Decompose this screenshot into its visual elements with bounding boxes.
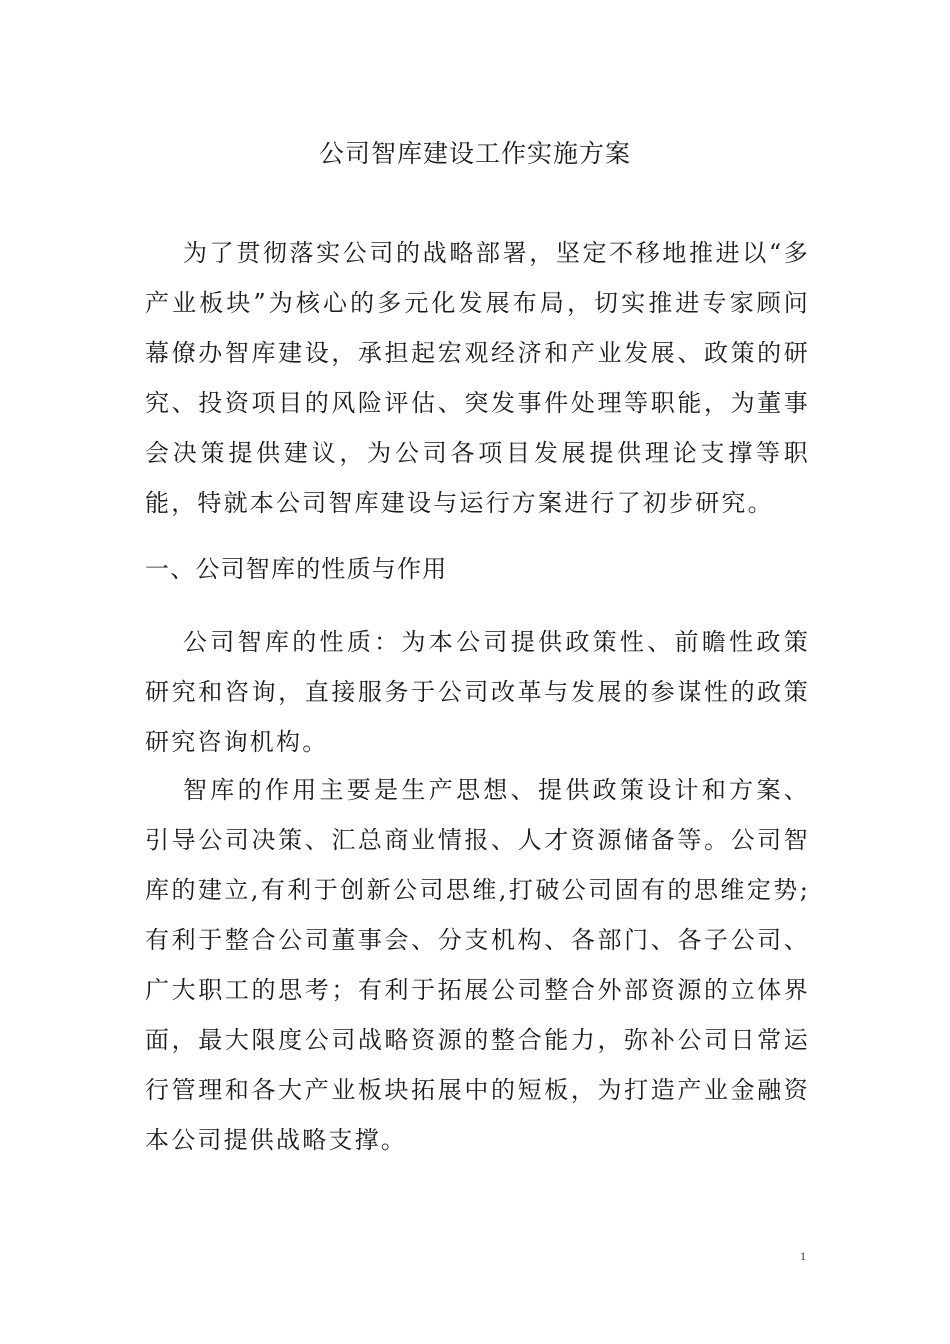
page-number: 1: [800, 1249, 806, 1263]
section-paragraph-role: 智库的作用主要是生产思想、提供政策设计和方案、引导公司决策、汇总商业情报、人才资源储备等。公司智库的建立,有利于创新公司思维,打破公司固有的思维定势;有利于整合公司董事会、分支机构、各部门、各子公司、广大职工的思考；有利于拓展公司整合外部资源的立体界面，最大限度公司战略资源的整合能力，弥补公司日常运行管理和各大产业板块拓展中的短板，为打造产业金融资本公司提供战略支撑。: [145, 776, 810, 1154]
intro-paragraph: 为了贯彻落实公司的战略部署，坚定不移地推进以“多产业板块”为核心的多元化发展布局，切实推进专家顾问幕僚办智库建设，承担起宏观经济和产业发展、政策的研究、投资项目的风险评估、突发事件处理等职能，为董事会决策提供建议，为公司各项目发展提供理论支撑等职能，特就本公司智库建设与运行方案进行了初步研究。: [145, 239, 810, 517]
section-paragraph-nature: 公司智库的性质：为本公司提供政策性、前瞻性政策研究和咨询，直接服务于公司改革与发展的参谋性的政策研究咨询机构。: [145, 628, 810, 756]
document-title: 公司智库建设工作实施方案: [318, 139, 631, 168]
section-heading: 一、公司智库的性质与作用: [145, 555, 448, 583]
